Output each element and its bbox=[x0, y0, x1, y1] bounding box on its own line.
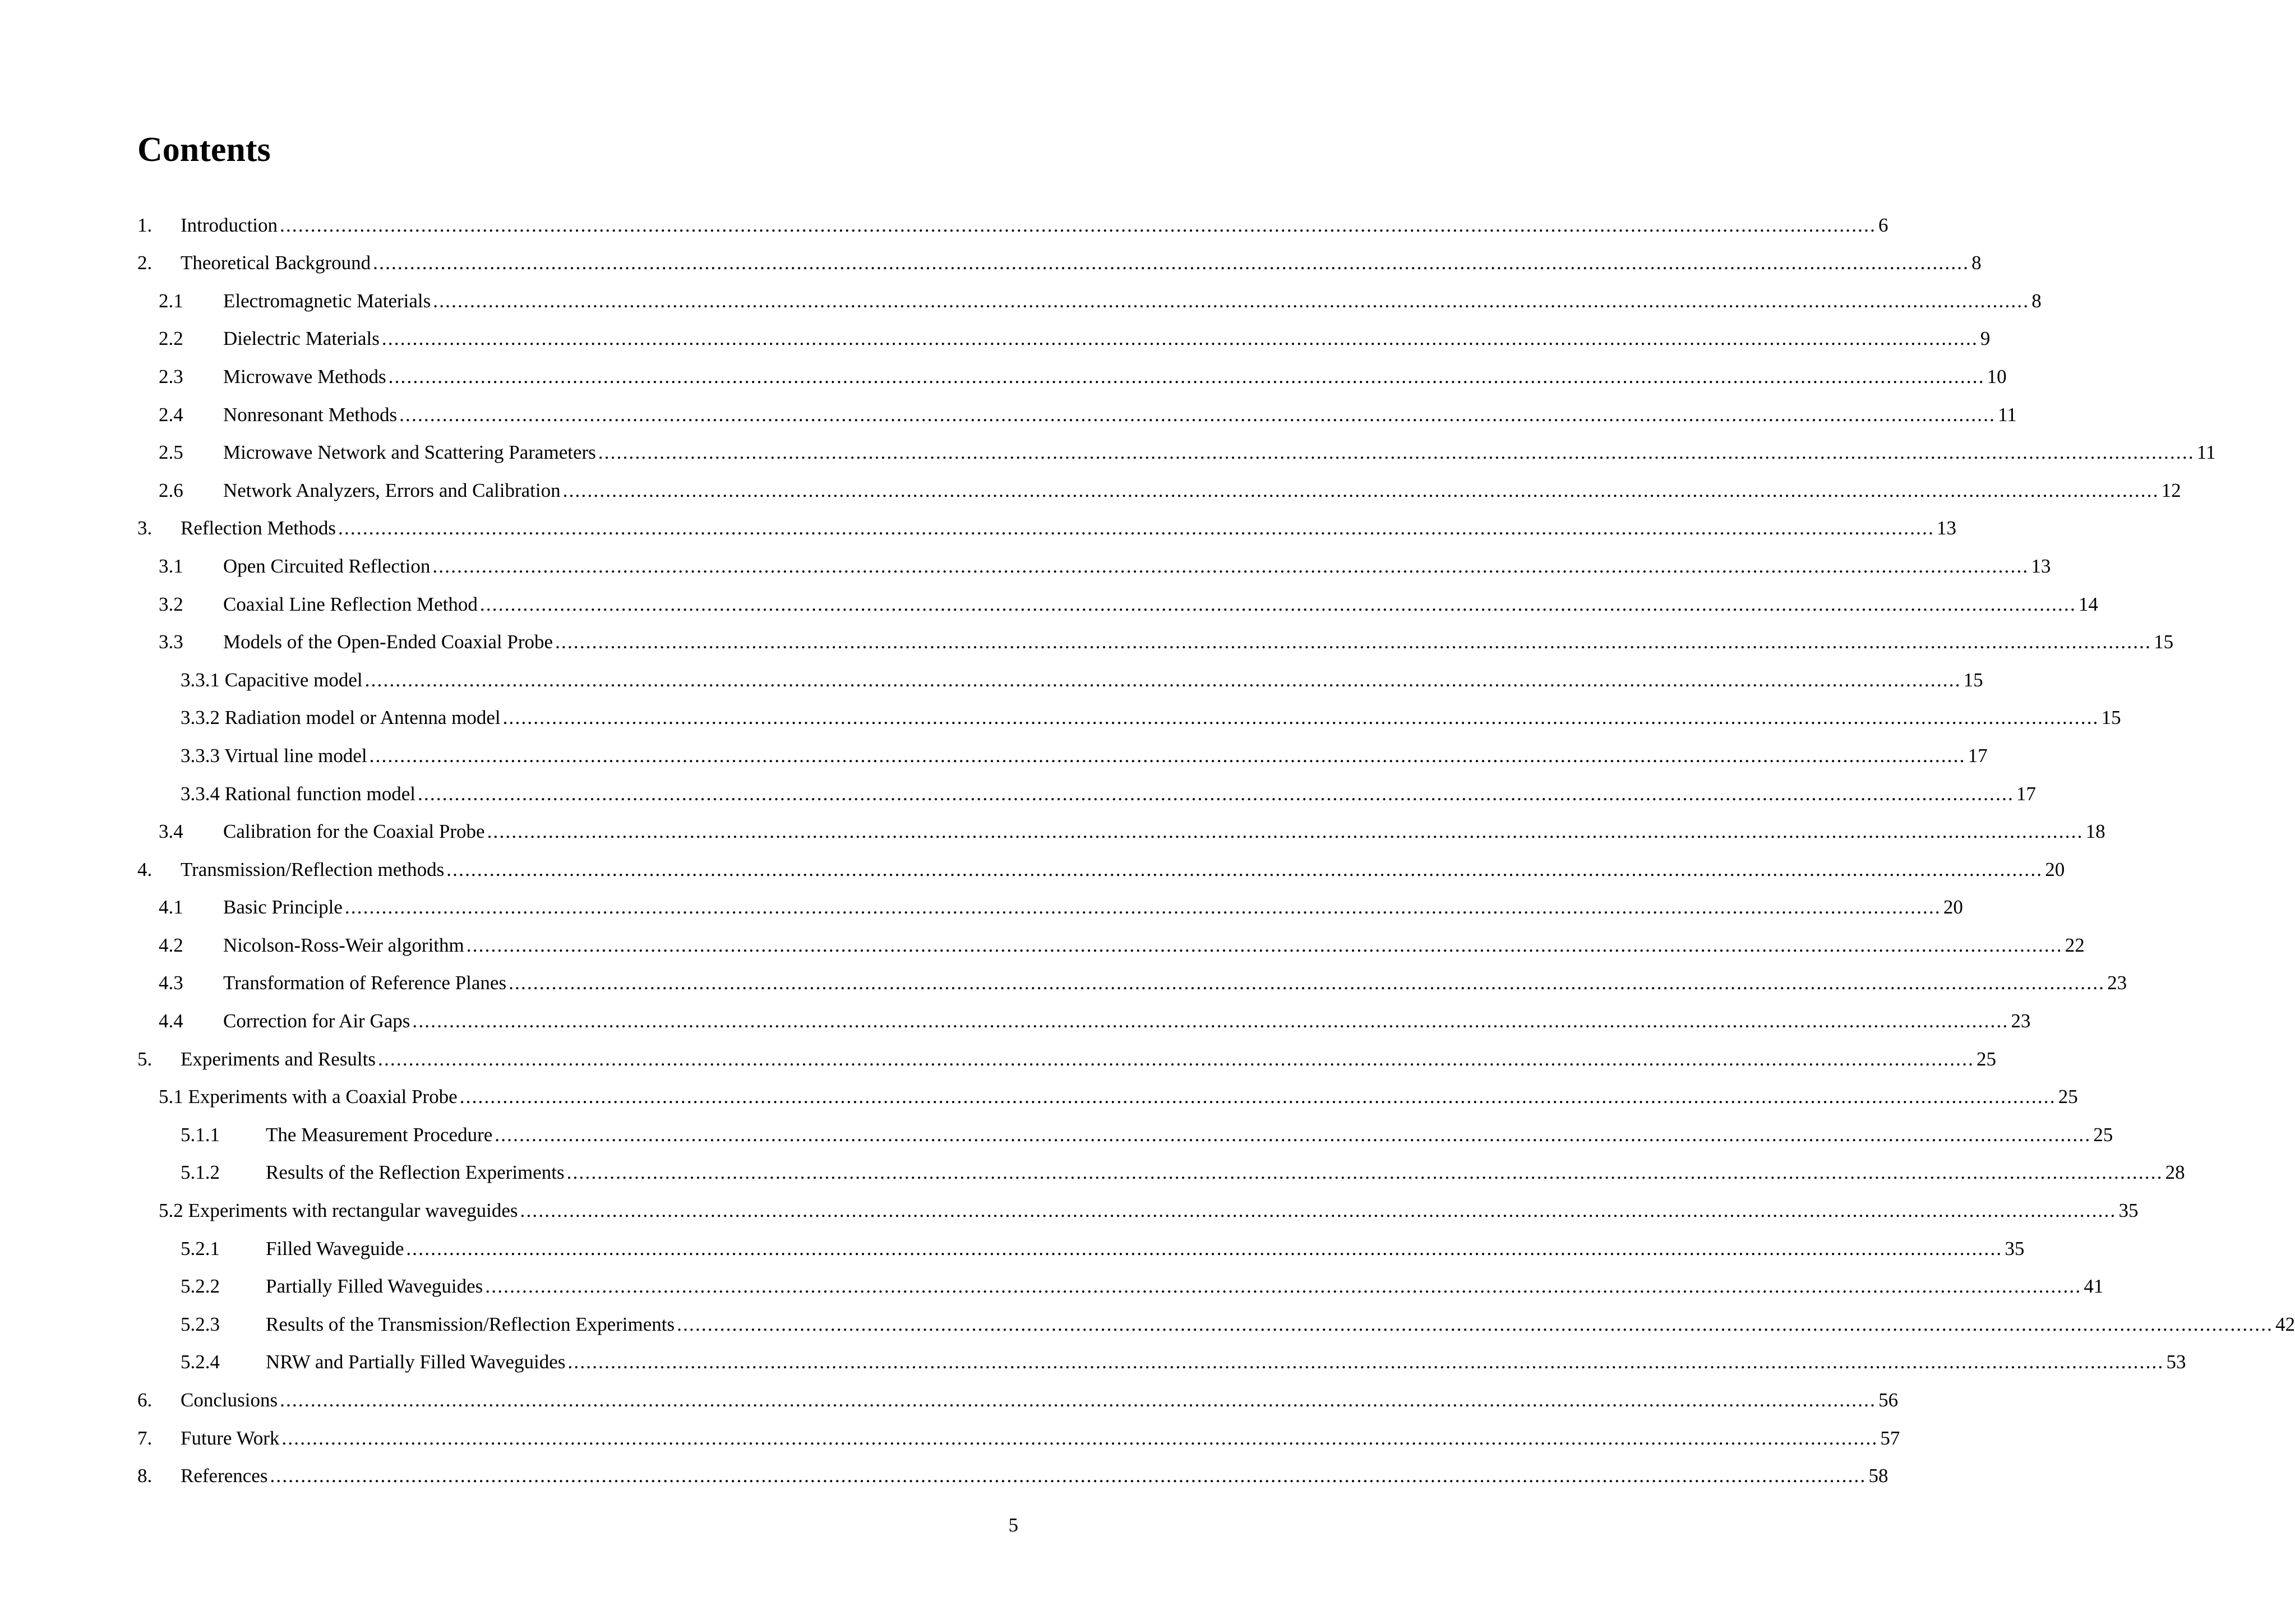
toc-entry-number: 3.3 bbox=[159, 631, 183, 653]
toc-entry-line bbox=[266, 1237, 2025, 1259]
toc-entry-line bbox=[181, 517, 1957, 539]
toc-entry-line bbox=[223, 365, 2007, 387]
toc-entry-page: 9 bbox=[1980, 327, 1991, 350]
toc-entry[interactable] bbox=[0, 1456, 1888, 1494]
toc-entry-page: 17 bbox=[1968, 744, 1988, 767]
toc-entry-number: 4.4 bbox=[159, 1010, 183, 1032]
toc-entry-line bbox=[181, 252, 1982, 274]
toc-entry-line bbox=[223, 555, 2051, 577]
toc-entry[interactable] bbox=[0, 1342, 2186, 1380]
toc-entry-number: 3. bbox=[137, 517, 153, 539]
toc-entry-number: 5. bbox=[137, 1048, 153, 1070]
toc-entry[interactable] bbox=[0, 584, 2098, 622]
toc-entry-title: Results of the Transmission/Reflection Experiments bbox=[266, 1313, 675, 1335]
toc-entry-title: Microwave Network and Scattering Parameters bbox=[223, 441, 596, 464]
dot-leader: .................................................................................................................................................................................................................................................................... bbox=[567, 1351, 2164, 1373]
toc-entry-line bbox=[223, 631, 2174, 653]
toc-entry[interactable] bbox=[0, 1304, 2295, 1342]
toc-entry-title: Transmission/Reflection methods bbox=[181, 858, 445, 880]
toc-entry-title: Coaxial Line Reflection Method bbox=[223, 593, 478, 615]
dot-leader: .................................................................................................................................................................................................................................................................... bbox=[487, 820, 2084, 843]
toc-entry-page: 58 bbox=[1868, 1465, 1888, 1487]
toc-entry-page: 8 bbox=[1971, 252, 1982, 274]
toc-entry-number: 4.2 bbox=[159, 934, 183, 956]
toc-entry[interactable] bbox=[0, 205, 1888, 243]
toc-entry-title: Microwave Methods bbox=[223, 365, 386, 387]
dot-leader: .................................................................................................................................................................................................................................................................... bbox=[466, 934, 2063, 956]
toc-entry-page: 11 bbox=[1998, 403, 2017, 426]
toc-entry[interactable] bbox=[0, 963, 2127, 1001]
toc-entry-line bbox=[181, 744, 1988, 767]
toc-entry-page: 13 bbox=[2031, 555, 2051, 577]
toc-entry-line bbox=[223, 1010, 2031, 1032]
toc-entry-number: 4.3 bbox=[159, 972, 183, 994]
toc-entry-line bbox=[159, 1086, 2078, 1108]
toc-entry[interactable] bbox=[0, 319, 1991, 357]
dot-leader: .................................................................................................................................................................................................................................................................... bbox=[270, 1465, 1867, 1487]
dot-leader: .................................................................................................................................................................................................................................................................... bbox=[566, 1161, 2163, 1184]
toc-entry-page: 18 bbox=[2085, 820, 2105, 843]
toc-entry-title: Models of the Open-Ended Coaxial Probe bbox=[223, 631, 553, 653]
dot-leader: .................................................................................................................................................................................................................................................................... bbox=[433, 289, 2030, 312]
toc-entry-line bbox=[266, 1275, 2104, 1298]
dot-leader: .................................................................................................................................................................................................................................................................... bbox=[381, 327, 1978, 350]
toc-entry[interactable] bbox=[0, 773, 2036, 811]
toc-entry-page: 25 bbox=[2058, 1086, 2078, 1108]
toc-entry-number: 2.4 bbox=[159, 403, 183, 426]
toc-entry[interactable] bbox=[0, 811, 2105, 850]
toc-entry[interactable] bbox=[0, 887, 1963, 925]
toc-entry-page: 23 bbox=[2107, 972, 2127, 994]
toc-entry[interactable] bbox=[0, 1152, 2185, 1191]
toc-entry-page: 10 bbox=[1987, 365, 2007, 387]
dot-leader: .................................................................................................................................................................................................................................................................... bbox=[562, 479, 2159, 501]
dot-leader: .................................................................................................................................................................................................................................................................... bbox=[509, 972, 2105, 994]
dot-leader: .................................................................................................................................................................................................................................................................... bbox=[412, 1010, 2009, 1032]
dot-leader: .................................................................................................................................................................................................................................................................... bbox=[520, 1199, 2117, 1222]
toc-entry-line bbox=[266, 1313, 2295, 1335]
toc-entry-line bbox=[181, 858, 2065, 880]
toc-entry-page: 6 bbox=[1878, 214, 1888, 236]
toc-entry-number: 3.2 bbox=[159, 593, 183, 615]
toc-entry-number: 6. bbox=[137, 1389, 153, 1411]
toc-entry-line bbox=[223, 593, 2098, 615]
toc-entry-page: 15 bbox=[2101, 707, 2121, 729]
toc-entry-title: Network Analyzers, Errors and Calibration bbox=[223, 479, 561, 501]
toc-entry-line bbox=[159, 1199, 2139, 1222]
page-title: Contents bbox=[137, 131, 271, 169]
toc-entry-page: 25 bbox=[2093, 1123, 2113, 1146]
dot-leader: .................................................................................................................................................................................................................................................................... bbox=[281, 1427, 1878, 1449]
dot-leader: .................................................................................................................................................................................................................................................................... bbox=[280, 214, 1877, 236]
dot-leader: .................................................................................................................................................................................................................................................................... bbox=[598, 441, 2195, 464]
toc-entry[interactable] bbox=[0, 1190, 2139, 1228]
toc-entry[interactable] bbox=[0, 698, 2121, 736]
dot-leader: .................................................................................................................................................................................................................................................................... bbox=[485, 1275, 2082, 1298]
toc-entry-page: 11 bbox=[2196, 441, 2216, 464]
toc-entry[interactable] bbox=[0, 356, 2007, 394]
toc-entry-number: 2.5 bbox=[159, 441, 183, 464]
toc-entry-line bbox=[223, 896, 1963, 919]
toc-entry[interactable] bbox=[0, 280, 2042, 319]
toc-entry-title: 3.3.4 Rational function model bbox=[181, 782, 415, 805]
toc-entry-title: Calibration for the Coaxial Probe bbox=[223, 820, 485, 843]
toc-entry-title: The Measurement Procedure bbox=[266, 1123, 493, 1146]
toc-entry[interactable] bbox=[0, 735, 1988, 773]
toc-entry-page: 8 bbox=[2031, 289, 2042, 312]
toc-entry[interactable] bbox=[0, 243, 1982, 281]
dot-leader: .................................................................................................................................................................................................................................................................... bbox=[373, 252, 1970, 274]
toc-entry-title: Transformation of Reference Planes bbox=[223, 972, 507, 994]
toc-entry-line bbox=[223, 327, 1991, 350]
toc-entry-title: Theoretical Background bbox=[181, 252, 371, 274]
toc-entry[interactable] bbox=[0, 470, 2181, 508]
toc-entry-page: 14 bbox=[2078, 593, 2098, 615]
toc-entry-title: 3.3.3 Virtual line model bbox=[181, 744, 367, 767]
toc-entry-number: 5.1.1 bbox=[181, 1123, 220, 1146]
toc-entry[interactable] bbox=[0, 1114, 2113, 1152]
toc-entry-page: 17 bbox=[2016, 782, 2036, 805]
toc-entry-page: 35 bbox=[2005, 1237, 2025, 1259]
toc-entry[interactable] bbox=[0, 1228, 2025, 1266]
toc-entry-number: 5.2.2 bbox=[181, 1275, 220, 1298]
toc-entry-line bbox=[266, 1161, 2185, 1184]
toc-entry[interactable] bbox=[0, 1266, 2104, 1304]
toc-entry-line bbox=[181, 1427, 1900, 1449]
toc-entry-line bbox=[223, 934, 2085, 956]
toc-entry-line bbox=[266, 1123, 2113, 1146]
toc-entry-title: Filled Waveguide bbox=[266, 1237, 404, 1259]
toc-entry-title: 3.3.1 Capacitive model bbox=[181, 668, 363, 691]
toc-entry-page: 20 bbox=[1943, 896, 1963, 919]
toc-entry-title: Future Work bbox=[181, 1427, 280, 1449]
toc-entry-title: Results of the Reflection Experiments bbox=[266, 1161, 565, 1184]
toc-entry-title: 5.1 Experiments with a Coaxial Probe bbox=[159, 1086, 458, 1108]
toc-entry-title: Reflection Methods bbox=[181, 517, 336, 539]
toc-entry-title: Conclusions bbox=[181, 1389, 278, 1411]
toc-entry-number: 2.1 bbox=[159, 289, 183, 312]
toc-entry-page: 42 bbox=[2275, 1313, 2295, 1335]
toc-entry-page: 15 bbox=[1963, 668, 1983, 691]
toc-entry-number: 4.1 bbox=[159, 896, 183, 919]
toc-entry-title: Nonresonant Methods bbox=[223, 403, 398, 426]
toc-entry-page: 15 bbox=[2154, 631, 2174, 653]
toc-entry-page: 25 bbox=[1977, 1048, 1997, 1070]
toc-entry-page: 35 bbox=[2118, 1199, 2139, 1222]
toc-entry[interactable] bbox=[0, 1380, 1899, 1418]
toc-entry-page: 22 bbox=[2065, 934, 2085, 956]
dot-leader: .................................................................................................................................................................................................................................................................... bbox=[378, 1048, 1975, 1070]
toc-entry-number: 1. bbox=[137, 214, 153, 236]
toc-entry-number: 8. bbox=[137, 1465, 153, 1487]
toc-entry[interactable] bbox=[0, 1077, 2078, 1115]
toc-entry-page: 57 bbox=[1880, 1427, 1900, 1449]
toc-entry-page: 28 bbox=[2165, 1161, 2185, 1184]
toc-entry[interactable] bbox=[0, 546, 2051, 584]
dot-leader: .................................................................................................................................................................................................................................................................... bbox=[406, 1237, 2003, 1259]
toc-entry-line bbox=[266, 1351, 2186, 1373]
dot-leader: .................................................................................................................................................................................................................................................................... bbox=[459, 1086, 2056, 1108]
toc-entry-line bbox=[181, 707, 2121, 729]
dot-leader: .................................................................................................................................................................................................................................................................... bbox=[388, 365, 1985, 387]
toc-entry-number: 2.2 bbox=[159, 327, 183, 350]
toc-entry-title: Correction for Air Gaps bbox=[223, 1010, 410, 1032]
toc-entry-title: Basic Principle bbox=[223, 896, 343, 919]
toc-entry-number: 5.2.3 bbox=[181, 1313, 220, 1335]
toc-entry-title: References bbox=[181, 1465, 268, 1487]
toc-entry-page: 12 bbox=[2161, 479, 2181, 501]
toc-entry[interactable] bbox=[0, 432, 2216, 470]
toc-entry-number: 5.2.4 bbox=[181, 1351, 220, 1373]
toc-entry-line bbox=[223, 289, 2042, 312]
dot-leader: .................................................................................................................................................................................................................................................................... bbox=[446, 858, 2043, 880]
dot-leader: .................................................................................................................................................................................................................................................................... bbox=[479, 593, 2076, 615]
toc-entry-line bbox=[181, 782, 2036, 805]
toc-entry-line bbox=[223, 479, 2181, 501]
toc-entry-title: 3.3.2 Radiation model or Antenna model bbox=[181, 707, 501, 729]
toc-entry-line bbox=[181, 1465, 1888, 1487]
toc-entry-title: NRW and Partially Filled Waveguides bbox=[266, 1351, 566, 1373]
dot-leader: .................................................................................................................................................................................................................................................................... bbox=[677, 1313, 2274, 1335]
dot-leader: .................................................................................................................................................................................................................................................................... bbox=[432, 555, 2029, 577]
page-number: 5 bbox=[1008, 1514, 1018, 1536]
toc-entry-number: 2. bbox=[137, 252, 153, 274]
toc-entry[interactable] bbox=[0, 1418, 1900, 1456]
toc-entry-title: Introduction bbox=[181, 214, 278, 236]
dot-leader: .................................................................................................................................................................................................................................................................... bbox=[502, 707, 2099, 729]
toc-entry-page: 41 bbox=[2084, 1275, 2104, 1298]
toc-entry-title: 5.2 Experiments with rectangular waveguides bbox=[159, 1199, 518, 1222]
toc-entry-line bbox=[181, 1389, 1899, 1411]
toc-entry-title: Open Circuited Reflection bbox=[223, 555, 431, 577]
toc-entry-page: 13 bbox=[1937, 517, 1957, 539]
toc-entry-title: Dielectric Materials bbox=[223, 327, 380, 350]
toc-entry-number: 2.3 bbox=[159, 365, 183, 387]
toc-entry-line bbox=[181, 668, 1983, 691]
toc-entry-number: 3.4 bbox=[159, 820, 183, 843]
dot-leader: .................................................................................................................................................................................................................................................................... bbox=[338, 517, 1935, 539]
toc-entry-number: 4. bbox=[137, 858, 153, 880]
dot-leader: .................................................................................................................................................................................................................................................................... bbox=[280, 1389, 1877, 1411]
toc-entry-title: Nicolson-Ross-Weir algorithm bbox=[223, 934, 464, 956]
toc-entry[interactable] bbox=[0, 1000, 2031, 1039]
toc-entry[interactable] bbox=[0, 925, 2085, 963]
toc-entry[interactable] bbox=[0, 394, 2017, 432]
toc-entry-number: 3.1 bbox=[159, 555, 183, 577]
dot-leader: .................................................................................................................................................................................................................................................................... bbox=[364, 668, 1961, 691]
toc-entry-title: Electromagnetic Materials bbox=[223, 289, 431, 312]
dot-leader: .................................................................................................................................................................................................................................................................... bbox=[399, 403, 1996, 426]
toc-entry-line bbox=[181, 214, 1888, 236]
toc-entry-line bbox=[223, 441, 2216, 464]
toc-entry[interactable] bbox=[0, 659, 1983, 698]
toc-entry-number: 7. bbox=[137, 1427, 153, 1449]
dot-leader: .................................................................................................................................................................................................................................................................... bbox=[555, 631, 2152, 653]
toc-entry-title: Experiments and Results bbox=[181, 1048, 376, 1070]
toc-entry-line bbox=[223, 820, 2105, 843]
toc-entry-line bbox=[181, 1048, 1997, 1070]
dot-leader: .................................................................................................................................................................................................................................................................... bbox=[495, 1123, 2091, 1146]
dot-leader: .................................................................................................................................................................................................................................................................... bbox=[344, 896, 1941, 919]
toc-entry-title: Partially Filled Waveguides bbox=[266, 1275, 483, 1298]
table-of-contents bbox=[0, 205, 2295, 1493]
dot-leader: .................................................................................................................................................................................................................................................................... bbox=[369, 744, 1966, 767]
toc-entry-page: 23 bbox=[2011, 1010, 2031, 1032]
toc-entry-number: 2.6 bbox=[159, 479, 183, 501]
toc-entry-number: 5.2.1 bbox=[181, 1237, 220, 1259]
dot-leader: .................................................................................................................................................................................................................................................................... bbox=[417, 782, 2014, 805]
toc-entry-line bbox=[223, 972, 2127, 994]
toc-entry-page: 53 bbox=[2166, 1351, 2186, 1373]
toc-entry-number: 5.1.2 bbox=[181, 1161, 220, 1184]
toc-entry[interactable] bbox=[0, 508, 1957, 546]
toc-entry-page: 20 bbox=[2045, 858, 2065, 880]
toc-entry[interactable] bbox=[0, 622, 2174, 660]
toc-entry-page: 56 bbox=[1878, 1389, 1899, 1411]
toc-entry[interactable] bbox=[0, 849, 2065, 887]
toc-entry[interactable] bbox=[0, 1039, 1997, 1077]
toc-entry-line bbox=[223, 403, 2017, 426]
